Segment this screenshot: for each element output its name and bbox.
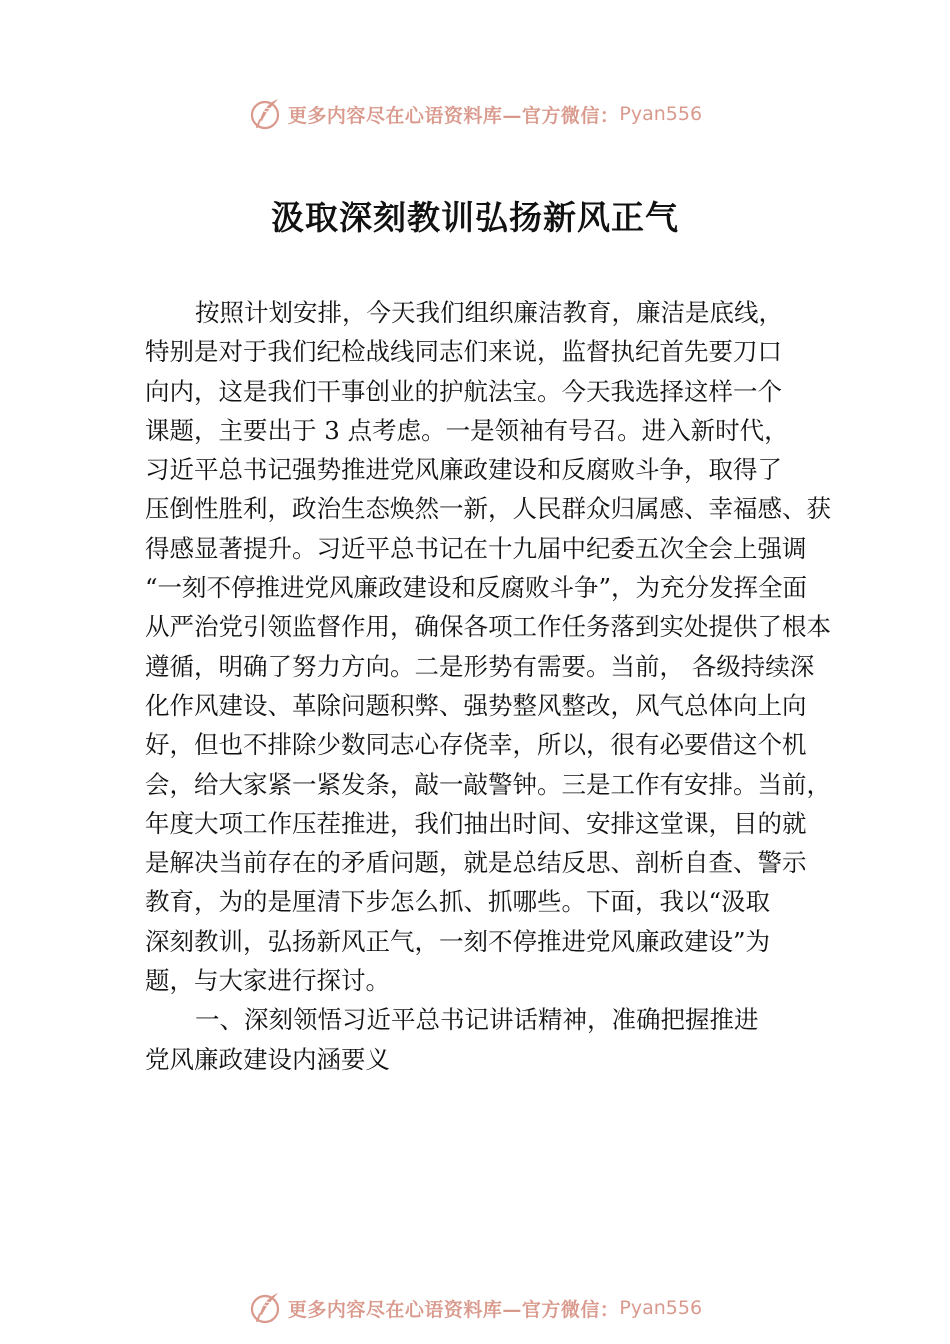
watermark-wechat-id: Pyan556	[619, 1297, 703, 1319]
footer-watermark	[0, 1288, 950, 1328]
body-line: 习近平总书记强势推进党风廉政建设和反腐败斗争，取得了	[145, 455, 782, 485]
body-line: 深刻教训，弘扬新风正气，一刻不停推进党风廉政建设”为	[145, 926, 771, 956]
watermark-text: 更多内容尽在心语资料库—官方微信：	[287, 104, 620, 127]
body-line: 得感显著提升。习近平总书记在十九届中纪委五次全会上强调	[145, 533, 807, 563]
body-line: 是解决当前存在的矛盾问题，就是总结反思、剖析自查、警示	[145, 848, 807, 878]
document-body	[145, 293, 831, 1079]
watermark-wechat-id: Pyan556	[619, 103, 703, 125]
watermark-text: 更多内容尽在心语资料库—官方微信：	[287, 1298, 620, 1321]
document-title: 汲取深刻教训弘扬新风正气	[271, 198, 679, 237]
body-line: 好，但也不排除少数同志心存侥幸，所以，很有必要借这个机	[145, 730, 807, 760]
body-line: 化作风建设、革除问题积弊、强势整风整改，风气总体向上向	[145, 690, 807, 720]
header-watermark	[0, 94, 950, 134]
body-line: 课题，主要出于 3 点考虑。一是领袖有号召。进入新时代，	[145, 415, 789, 445]
body-line: 题，与大家进行探讨。	[145, 966, 390, 996]
body-line: 年度大项工作压茬推进，我们抽出时间、安排这堂课，目的就	[145, 808, 807, 838]
body-line: 从严治党引领监督作用，确保各项工作任务落到实处提供了根本	[145, 612, 831, 642]
body-line: 压倒性胜利，政治生态焕然一新，人民群众归属感、幸福感、获	[145, 494, 831, 524]
body-line: 教育，为的是厘清下步怎么抓、抓哪些。下面，我以“汲取	[145, 887, 771, 917]
body-line: 特别是对于我们纪检战线同志们来说，监督执纪首先要刀口	[145, 337, 782, 367]
body-line: 会，给大家紧一紧发条，敲一敲警钟。三是工作有安排。当前，	[145, 769, 831, 799]
feather-pen-logo-icon	[248, 1290, 284, 1326]
section-heading: 一、深刻领悟习近平总书记讲话精神，准确把握推进	[195, 1005, 759, 1035]
body-line: 按照计划安排，今天我们组织廉洁教育，廉洁是底线，	[195, 298, 783, 327]
feather-pen-logo-icon	[248, 96, 284, 132]
body-line: 向内，这是我们干事创业的护航法宝。今天我选择这样一个	[145, 376, 782, 406]
body-line: “一刻不停推进党风廉政建设和反腐败斗争”，为充分发挥全面	[145, 573, 808, 603]
section-heading: 党风廉政建设内涵要义	[145, 1044, 390, 1074]
body-line: 遵循，明确了努力方向。二是形势有需要。当前， 各级持续深	[145, 651, 815, 681]
